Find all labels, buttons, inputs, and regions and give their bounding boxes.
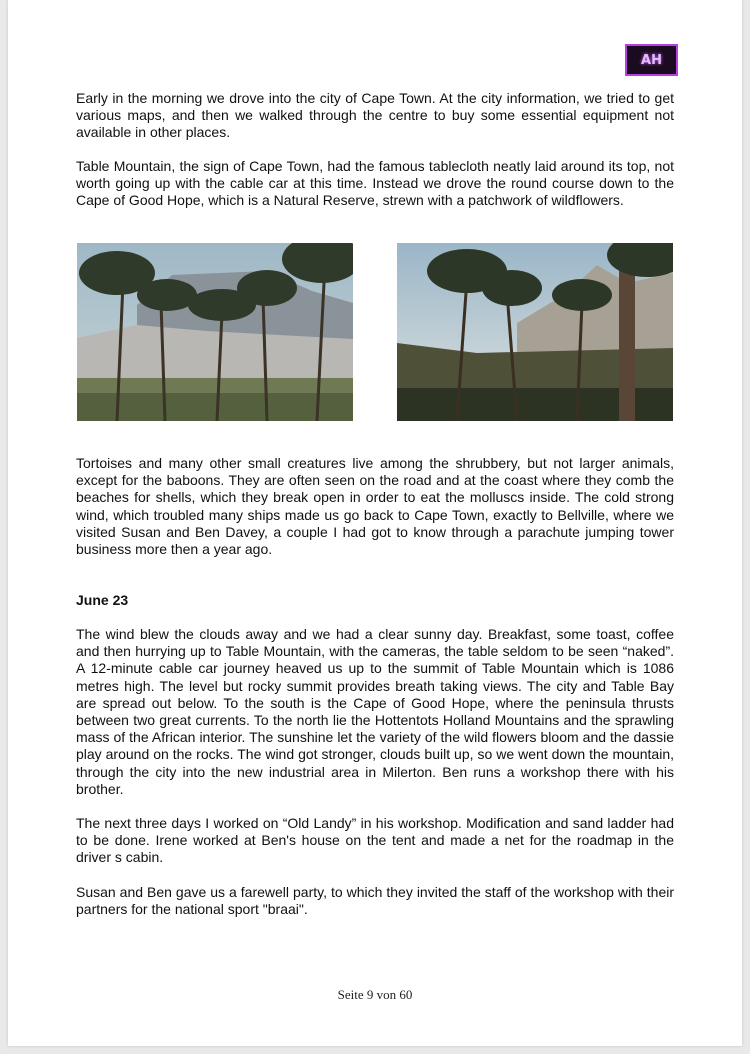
photo-table-mountain-pines [77,243,353,421]
photo-city-view-trees [397,243,673,421]
date-heading: June 23 [76,592,129,608]
paragraph-june-23: The wind blew the clouds away and we had a clear sunny day. Breakfast, some toast, coffee and then hurrying up to Table Mountain, with the cameras, the table seldom to be seen “naked”. A 12-minute cable car journey heaved us up to the summit of Table Mountain which is 1086 metres high. The level but rocky summit provides breath taking views. The city and Table Bay are spread out below. To the south is the Cape of Good Hope, where the peninsula thrusts between two great currents. To the north lie the Hottentots Holland Mountains and the sprawling mass of the African interior. The sunshine let the variety of the wild flowers bloom and the dassie play around on the rocks. The wind got stronger, clouds built up, so we went down the mountain, through the city into the new industrial area in Milerton. Ben runs a workshop there with his brother. [76,626,674,797]
paragraph-table-mountain: Table Mountain, the sign of Cape Town, had the famous tablecloth neatly laid around its top, not worth going up with the cable car at this time. Instead we drove the round course down to the Cape of Good Hope, which is a Natural Reserve, strewn with a patchwork of wildflowers. [76,158,674,209]
page-number: Seite 9 von 60 [337,987,413,1002]
paragraph-tortoises: Tortoises and many other small creatures live among the shrubbery, but not larger animals, except for the baboons. They are often seen on the road and at the coast where they comb the beaches for shells, which they break open in order to eat the molluscs inside. The cold strong wind, which troubled many ships made us go back to Cape Town, exactly to Bellville, where we visited Susan and Ben Davey, a couple I had got to know through a parachute jumping tower business more then a year ago. [76,455,674,558]
document-page [8,0,742,1046]
paragraph-old-landy: The next three days I worked on “Old Landy” in his workshop. Modification and sand ladder had to be done. Irene worked at Ben's house on the tent and made a net for the roadmap in the driver s cabin. [76,815,674,866]
logo-text: AH [641,52,662,68]
paragraph-arrival: Early in the morning we drove into the city of Cape Town. At the city information, we tried to get various maps, and then we walked through the centre to buy some essential equipment not available in other places. [76,90,674,141]
paragraph-farewell: Susan and Ben gave us a farewell party, to which they invited the staff of the workshop with their partners for the national sport "braai". [76,884,674,918]
ah-logo [625,44,678,76]
